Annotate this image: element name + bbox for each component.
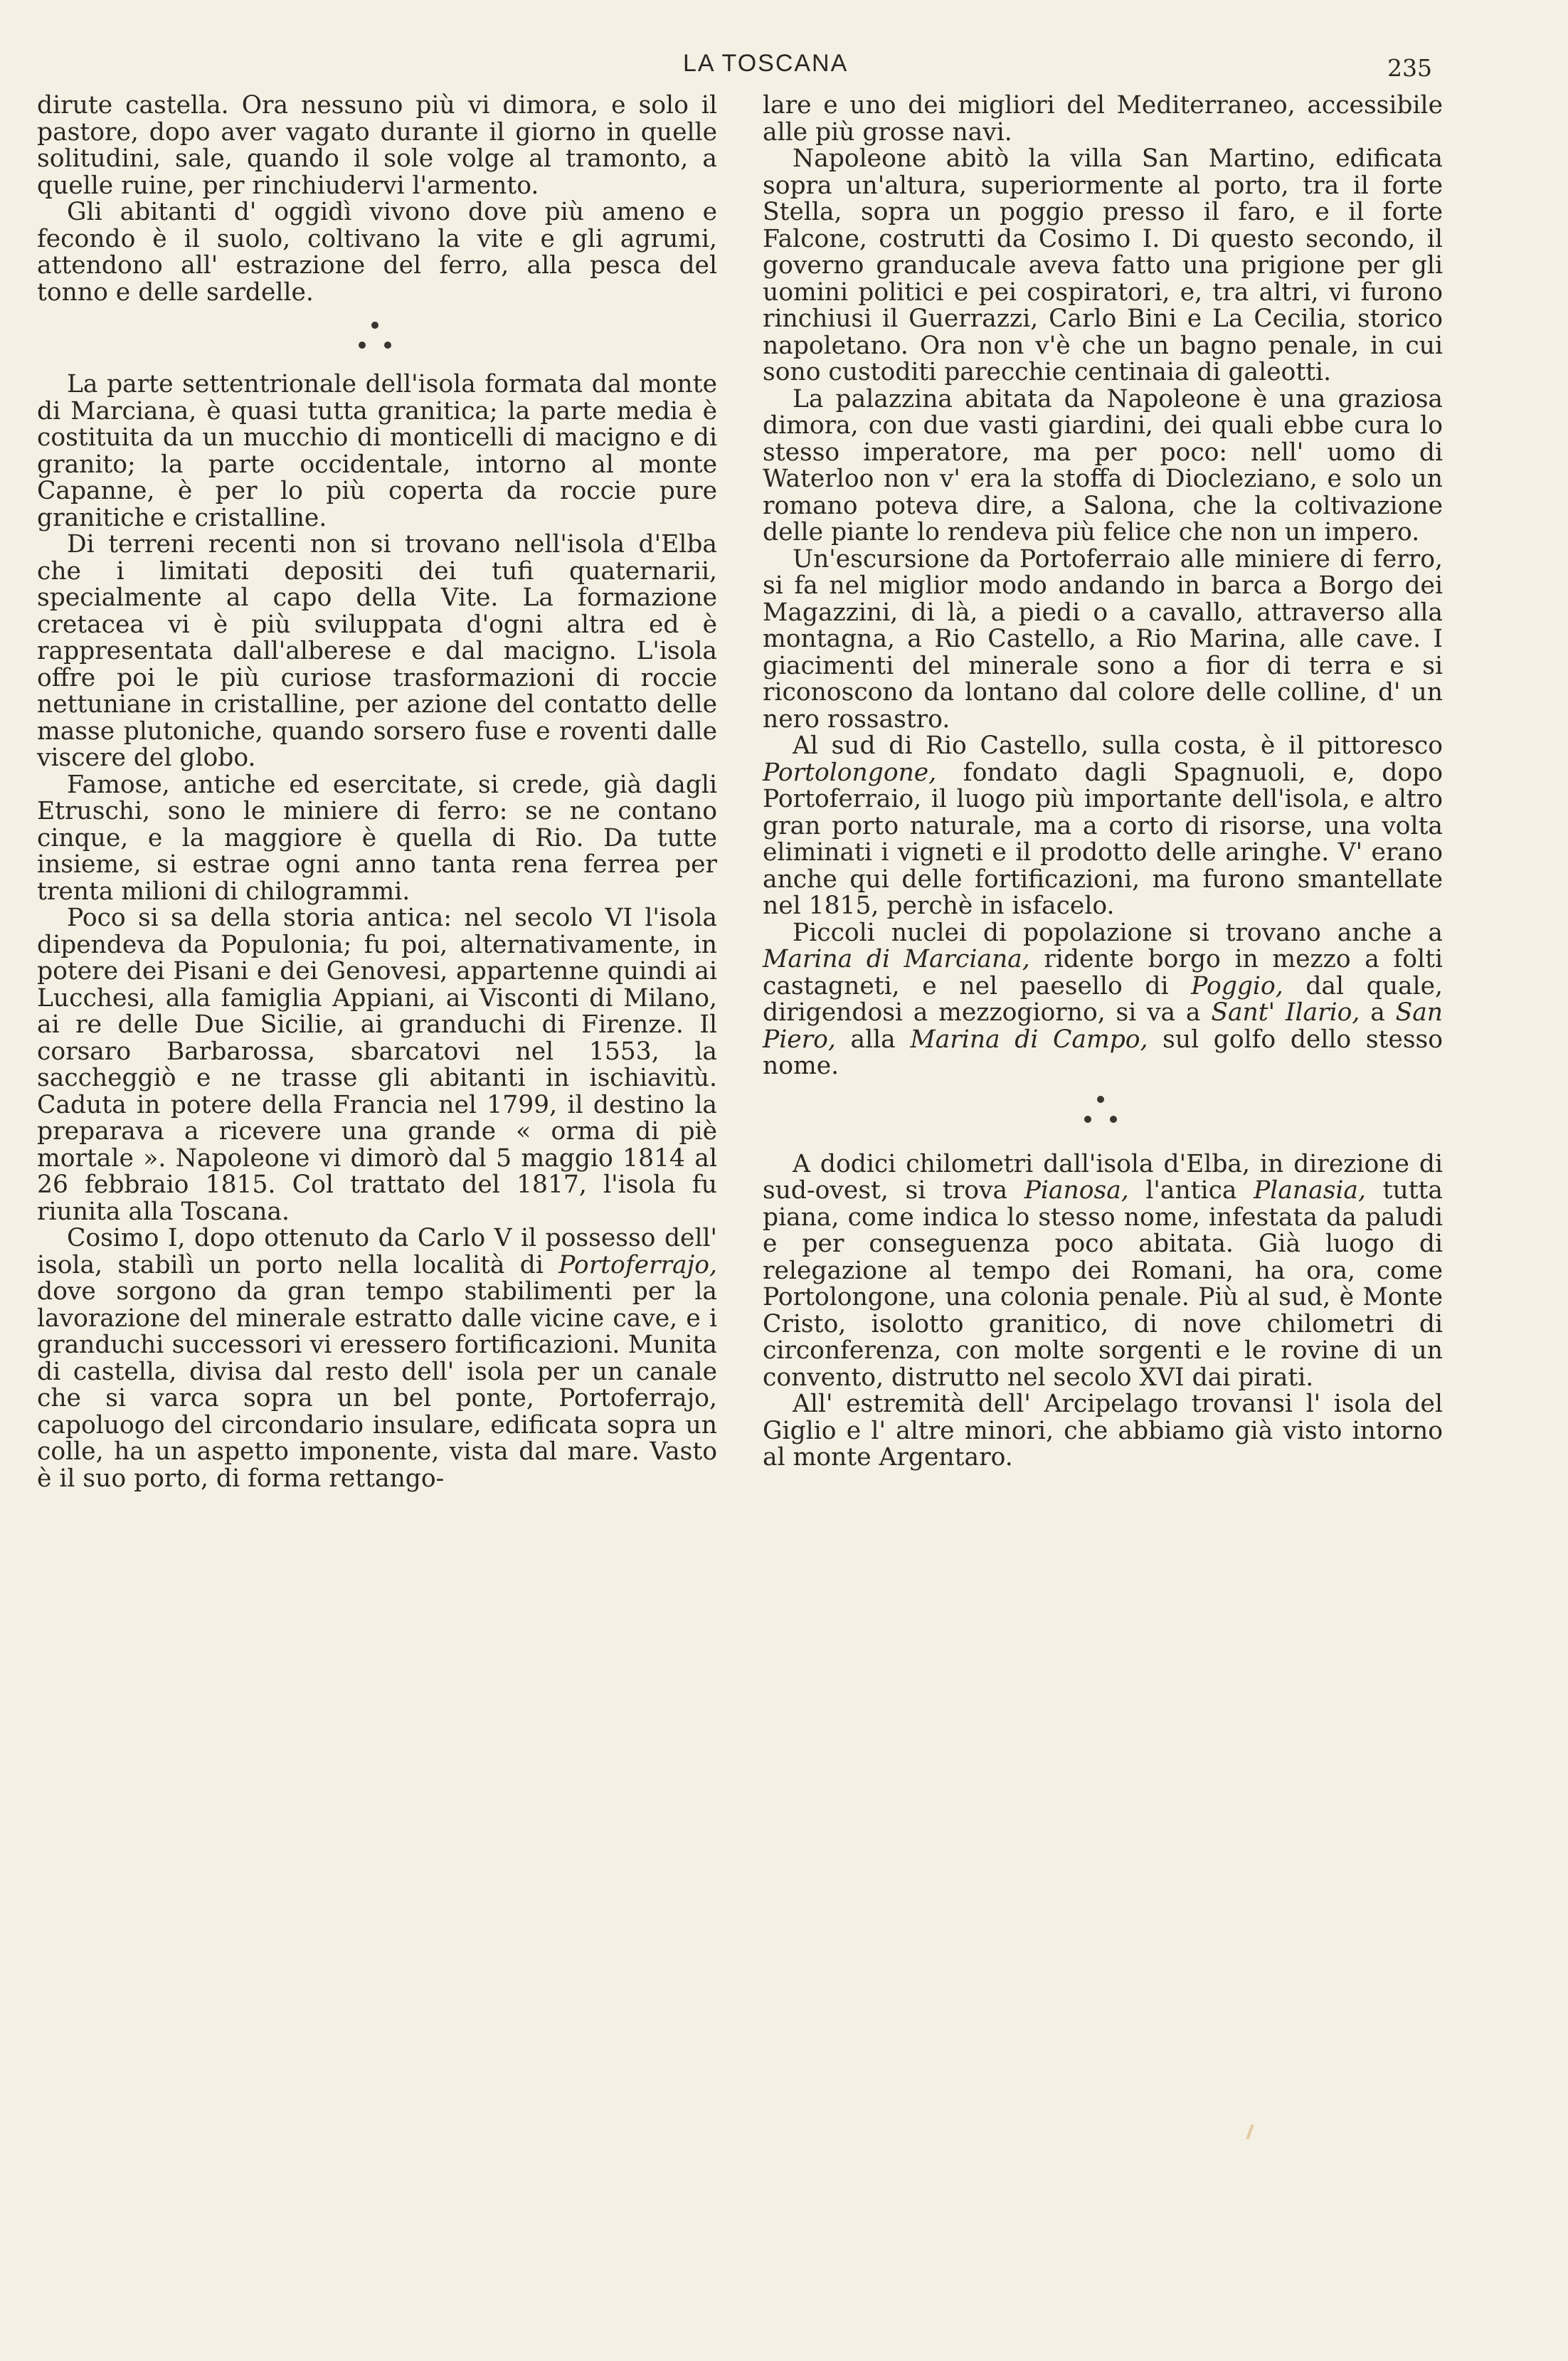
text-run: l'antica xyxy=(1128,1176,1254,1205)
running-header xyxy=(0,50,1568,85)
paragraph xyxy=(763,733,1443,920)
place-name: Marina di Campo, xyxy=(910,1025,1148,1054)
text-run: Cosimo I, dopo ottenuto da Carlo V il possesso dell' isola, stabilì un porto nella località di xyxy=(37,1224,717,1279)
text-run: alla xyxy=(835,1025,911,1054)
paragraph: Un'escursione da Portoferraio alle miniere di ferro, si fa nel miglior modo andando in barca a Borgo dei Magazzini, di là, a piedi o a cavallo, attraverso alla montagna, a Rio Castello, a Rio Marina, alle cave. I giacimenti del minerale sono a fior di terra e si riconoscono da lontano dal colore delle colline, d' un nero rossastro. xyxy=(763,544,1443,734)
place-name: Pianosa, xyxy=(1024,1176,1129,1205)
section-break-asterism xyxy=(763,1080,1443,1151)
paragraph xyxy=(763,1151,1443,1392)
text-run: Al sud di Rio Castello, sulla costa, è il pittoresco xyxy=(793,731,1443,760)
asterism-dot xyxy=(1110,1116,1117,1123)
paragraph: dirute castella. Ora nessuno più vi dimora, e solo il pastore, dopo aver vagato durante il giorno in quelle solitudini, sale, quando il sole volge al tramonto, a quelle ruine, per rinchiudervi l'armento. xyxy=(37,91,717,200)
paragraph: Famose, antiche ed esercitate, si crede, già dagli Etruschi, sono le miniere di ferro: se ne contano cinque, e la maggiore è quella di Rio. Da tutte insieme, si estrae ogni anno tanta rena ferrea per trenta milioni di chilogrammi. xyxy=(37,770,717,906)
paragraph: All' estremità dell' Arcipelago trovansi l' isola del Giglio e l' altre minori, che abbiamo già visto intorno al monte Argentaro. xyxy=(763,1390,1443,1472)
text-run: dal quale, dirigendosi a mezzogiorno, si va a xyxy=(763,971,1443,1027)
asterism-dot xyxy=(1097,1096,1104,1103)
text-run: sul golfo dello stesso nome. xyxy=(763,1025,1443,1080)
asterism-dot xyxy=(384,342,391,349)
text-run: a xyxy=(1360,998,1396,1027)
paper-stain xyxy=(1246,2124,1254,2140)
asterism-dot xyxy=(371,322,378,329)
place-name: Portoferrajo, xyxy=(558,1250,717,1279)
asterism-dot xyxy=(1084,1116,1091,1123)
paragraph xyxy=(37,1225,717,1492)
running-title: LA TOSCANA xyxy=(683,50,849,77)
paragraph xyxy=(763,920,1443,1080)
right-column xyxy=(763,93,1443,1472)
paragraph: lare e uno dei migliori del Mediterraneo, accessibile alle più grosse navi. xyxy=(763,91,1443,147)
place-name: San Piero, xyxy=(763,998,1443,1054)
asterism-dot xyxy=(359,342,366,349)
paragraph: La parte settentrionale dell'isola formata dal monte di Marciana, è quasi tutta granitica; la parte media è costituita da un mucchio di monticelli di macigno e di granito; la parte occidentale, intorno al monte Capanne, è per lo più coperta da roccie pure granitiche e cristalline. xyxy=(37,370,717,532)
text-run: ridente borgo in mezzo a folti castagneti, e nel paesello di xyxy=(763,945,1443,1000)
paragraph: Poco si sa della storia antica: nel secolo VI l'isola dipendeva da Populonia; fu poi, alternativamente, in potere dei Pisani e dei Genovesi, appartenne quindi ai Lucchesi, alla famiglia Appiani, ai Visconti di Milano, ai re delle Due Sicilie, ai granduchi di Firenze. Il corsaro Barbarossa, sbarcatovi nel 1553, la saccheggiò e ne trasse gli abitanti in ischiavitù. Caduta in potere della Francia nel 1799, il destino la preparava a ricevere una grande « orma di piè mortale ». Napoleone vi dimorò dal 5 maggio 1814 al 26 febbraio 1815. Col trattato del 1817, l'isola fu riunita alla Toscana. xyxy=(37,904,717,1226)
paragraph: La palazzina abitata da Napoleone è una graziosa dimora, con due vasti giardini, dei quali ebbe cura lo stesso imperatore, ma per poco: nell' uomo di Waterloo non v' era la stoffa di Diocleziano, e solo un romano poteva dire, a Salona, che la coltivazione delle piante lo rendeva più felice che non un impero. xyxy=(763,384,1443,546)
text-run: fondato dagli Spagnuoli, e, dopo Portoferraio, il luogo più importante dell'isola, e altro gran porto naturale, ma a corto di risorse, una volta eliminati i vigneti e il prodotto delle aringhe. V' erano anche qui delle fortificazioni, ma furono smantellate nel 1815, perchè in isfacelo. xyxy=(763,758,1443,920)
paragraph: Gli abitanti d' oggidì vivono dove più ameno e fecondo è il suolo, coltivano la vite e gli agrumi, attendono all' estrazione del ferro, alla pesca del tonno e delle sardelle. xyxy=(37,198,717,307)
paragraph: Di terreni recenti non si trovano nell'isola d'Elba che i limitati depositi dei tufi quaternarii, specialmente al capo della Vite. La formazione cretacea vi è più sviluppata d'ogni altra ed è rappresentata dall'alberese e dal macigno. L'isola offre poi le più curiose trasformazioni di roccie nettuniane in cristalline, per azione del contatto delle masse plutoniche, quando sorsero fuse e roventi dalle viscere del globo. xyxy=(37,530,717,772)
page-number: 235 xyxy=(1387,54,1432,82)
text-run: A dodici chilometri dall'isola d'Elba, in direzione di sud-ovest, si trova xyxy=(763,1149,1443,1205)
left-column xyxy=(37,93,717,1492)
place-name: Portolongone, xyxy=(763,758,937,787)
text-run: Piccoli nuclei di popolazione si trovano anche a xyxy=(793,918,1443,947)
section-break-asterism xyxy=(37,306,717,371)
place-name: Marina di Marciana, xyxy=(763,945,1030,973)
place-name: Sant' Ilario, xyxy=(1211,998,1360,1027)
place-name: Poggio, xyxy=(1191,971,1283,1000)
place-name: Planasia, xyxy=(1254,1176,1366,1205)
text-run: dove sorgono da gran tempo stabilimenti per la lavorazione del minerale estratto dalle vicine cave, e i granduchi successori vi eressero fortificazioni. Munita di castella, divisa dal resto dell' isola per un canale che si varca sopra un bel ponte, Portoferrajo, capoluogo del circondario insulare, edificata sopra un colle, ha un aspetto imponente, vista dal mare. Vasto è il suo porto, di forma rettango- xyxy=(37,1277,717,1493)
text-run: tutta piana, come indica lo stesso nome, infestata da paludi e per conseguenza poco abitata. Già luogo di relegazione al tempo dei Romani, ha ora, come Portolongone, una colonia penale. Più al sud, è Monte Cristo, isolotto granitico, di nove chilometri di circonferenza, con molte sorgenti e le rovine di un convento, distrutto nel secolo XVI dai pirati. xyxy=(763,1176,1443,1392)
paragraph: Napoleone abitò la villa San Martino, edificata sopra un'altura, superiormente al porto, tra il forte Stella, sopra un poggio presso il faro, e il forte Falcone, costrutti da Cosimo I. Di questo secondo, il governo granducale aveva fatto una prigione per gli uomini politici e pei cospiratori, e, tra altri, vi furono rinchiusi il Guerrazzi, Carlo Bini e La Cecilia, storico napoletano. Ora non v'è che un bagno penale, in cui sono custoditi parecchie centinaia di galeotti. xyxy=(763,144,1443,386)
